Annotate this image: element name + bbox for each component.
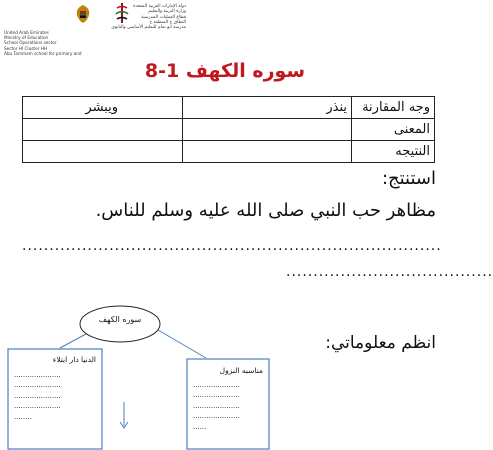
table-cell-label: وجه المقارنة — [352, 97, 435, 119]
school-header-arabic — [100, 4, 186, 30]
table-cell-text: ويبشر — [85, 100, 118, 115]
conclude-label: استنتج: — [381, 168, 436, 189]
comparison-table — [22, 96, 435, 163]
right-box-title: مناسبه النزول — [219, 366, 263, 375]
table-row — [23, 97, 435, 119]
header-arabic-line: دولة الإمارات العربية المتحدة — [133, 4, 186, 9]
conclusion-sentence: مظاهر حب النبي صلى الله عليه وسلم للناس. — [95, 200, 436, 221]
table-cell-label: النتيجه — [352, 141, 435, 163]
left-box-title: الدنيا دار ابتلاء — [52, 355, 96, 364]
table-cell[interactable] — [183, 119, 352, 141]
worksheet-title: سوره الكهف 1-8 — [144, 60, 306, 82]
center-oval — [80, 306, 160, 342]
table-cell: ينذر — [183, 97, 352, 119]
header-english-line: Sector HI Cluster HH — [4, 45, 47, 51]
right-box-answer-lines[interactable]: ..................... ..................... ..................... ..................... ...... — [193, 381, 240, 431]
answer-dotted-line[interactable]: ............................................................................. — [22, 238, 442, 254]
header-english-line: United Arab Emirates — [4, 30, 49, 35]
table-cell[interactable] — [23, 119, 183, 141]
connector-line-left — [60, 334, 86, 348]
header-arabic-line: قطاع العمليات المدرسية — [141, 14, 186, 20]
header-english-line: Ministry of Education — [4, 35, 49, 41]
table-cell-label: المعنى — [352, 119, 435, 141]
school-header-english — [4, 30, 90, 56]
uae-emblem-logo — [74, 4, 92, 24]
organize-label: انظم معلوماتي: — [325, 333, 436, 353]
table-cell[interactable] — [183, 141, 352, 163]
header-english-line: School Operations sector — [4, 40, 57, 46]
header-arabic-line: النطاق ح المنطقة خ — [149, 19, 186, 25]
table-cell[interactable] — [23, 141, 183, 163]
table-row — [23, 141, 435, 163]
center-topic-label: سوره الكهف — [98, 315, 142, 324]
table-cell — [23, 97, 183, 119]
answer-dotted-line[interactable]: ...................................... — [286, 264, 493, 280]
header-arabic-line: مدرسة أبو تمام للتعليم الأساسي والثانوي — [111, 25, 186, 31]
connector-line-right — [158, 330, 206, 358]
header-english-line: Abu Tammam school for primary and — [4, 50, 82, 56]
header-arabic-line: وزارة التربية والتعليم — [148, 9, 186, 15]
left-box-answer-lines[interactable]: ..................... ..................... ..................... ..................... ........ — [14, 371, 61, 421]
table-row — [23, 119, 435, 141]
